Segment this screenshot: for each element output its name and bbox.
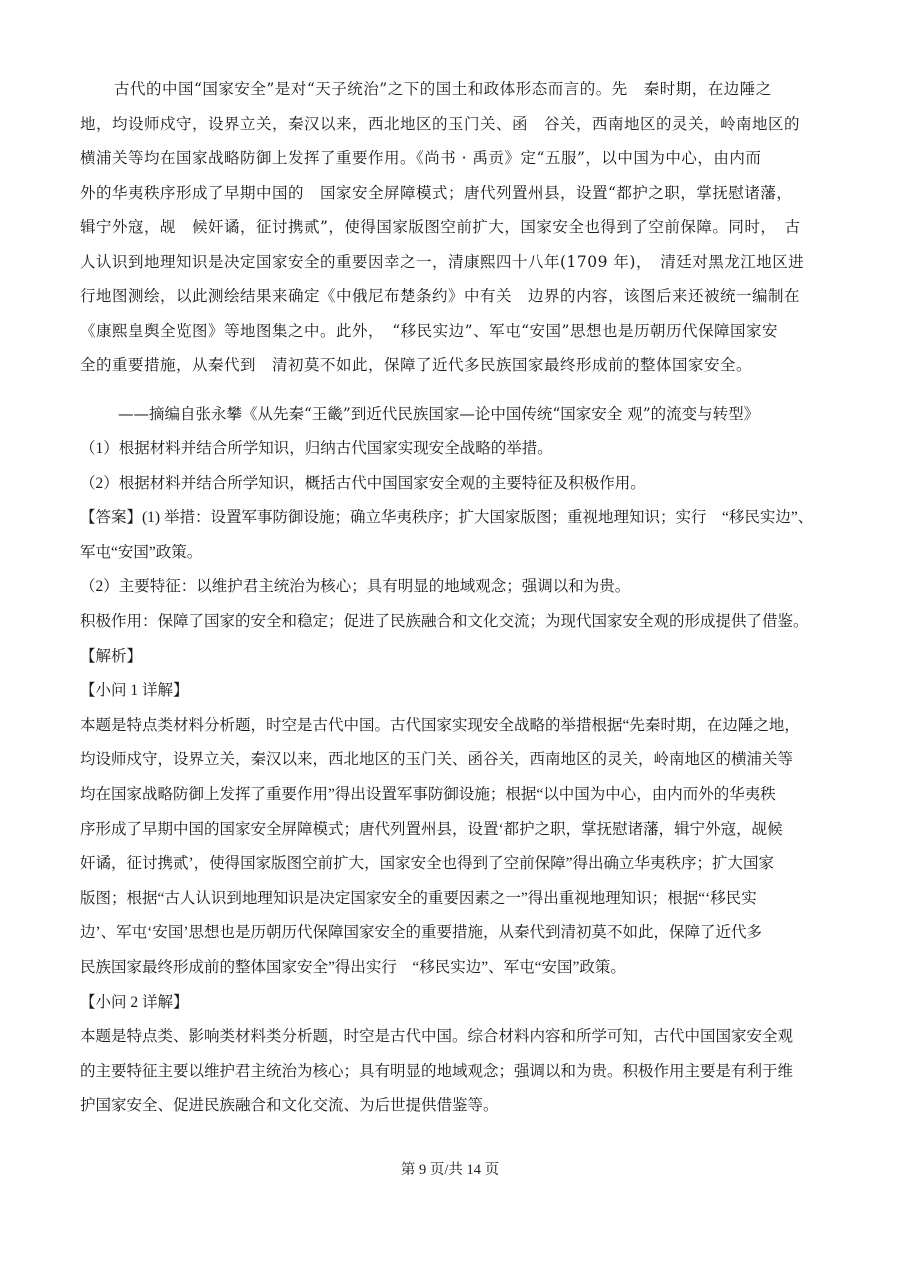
- question-1: （1）根据材料并结合所学知识，归纳古代国家实现安全战略的举措。: [80, 440, 553, 457]
- questions-and-answers: [80, 432, 825, 1124]
- material-line: 《康熙皇舆全览图》等地图集之中。此外， “移民实边”、军屯“安国”思想也是历朝历代保障国家安: [80, 321, 778, 340]
- material-line: 横浦关等均在国家战略防御上发挥了重要作用。《尚书 · 禹贡》定“五服”，以中国为中心，由内而: [80, 149, 762, 167]
- question-2: （2）根据材料并结合所学知识，概括古代中国国家安全观的主要特征及积极作用。: [80, 474, 646, 492]
- subquestion-2-heading: 【小问 2 详解】: [80, 993, 189, 1011]
- answer-line: 积极作用：保障了国家的安全和稳定；促进了民族融合和文化交流；为现代国家安全观的形成提供了借鉴。: [80, 612, 809, 630]
- analysis-line: 本题是特点类、影响类材料类分析题，时空是古代中国。综合材料内容和所学可知，古代中国国家安全观: [80, 1028, 794, 1046]
- analysis-line: 民族国家最终形成前的整体国家安全”得出实行 “移民实边”、军屯“安国”政策。: [80, 958, 626, 976]
- analysis-line: 均在国家战略防御上发挥了重要作用”得出设置军事防御设施；根据“以中国为中心，由内而外的华夷秩: [80, 785, 776, 803]
- analysis-heading: 【解析】: [80, 647, 143, 665]
- material-line: 辑宁外寇，觇 候奸谲，征讨携贰”，使得国家版图空前扩大，国家安全也得到了空前保障。同时， 古: [80, 218, 801, 236]
- material-line: 全的重要措施，从秦代到 清初莫不如此，保障了近代多民族国家最终形成前的整体国家安全。: [80, 356, 753, 374]
- material-line: 古代的中国“国家安全”是对“天子统治”之下的国土和政体形态而言的。先 秦时期，在边陲之: [114, 80, 772, 98]
- page-number: 第 9 页/共 14 页: [400, 1162, 500, 1178]
- analysis-line: 版图；根据“古人认识到地理知识是决定国家安全的重要因素之一”得出重视地理知识；根据“‘移民实: [80, 889, 757, 907]
- analysis-line: 的主要特征主要以维护君主统治为核心；具有明显的地域观念；强调以和为贵。积极作用主要是有利于维: [80, 1062, 794, 1080]
- material-line: 地，均设师戍守，设界立关，秦汉以来，西北地区的玉门关、函 谷关，西南地区的灵关，岭南地区的: [80, 114, 801, 133]
- analysis-line: 奸谲，征讨携贰’，使得国家版图空前扩大，国家安全也得到了空前保障”得出确立华夷秩序；扩大国家: [80, 855, 775, 873]
- analysis-line: 本题是特点类材料分析题，时空是古代中国。古代国家实现安全战略的举措根据“先秦时期，在边陲之地，: [80, 716, 800, 734]
- analysis-line: 序形成了早期中国的国家安全屏障模式；唐代列置州县，设置‘都护之职，掌抚慰诸藩，辑宁外寇，觇候: [80, 820, 783, 838]
- analysis-line: 护国家安全、促进民族融合和文化交流、为后世提供借鉴等。: [80, 1097, 499, 1115]
- material-line: 人认识到地理知识是决定国家安全的重要因幸之一，清康熙四十八年(1709 年)， 清廷对黑龙江地区进: [80, 252, 805, 271]
- answer-line: 【答案】(1) 举措：设置军事防御设施；确立华夷秩序；扩大国家版图；重视地理知识；实行 “移民实边”、: [80, 509, 814, 527]
- material-line: 外的华夷秩序形成了早期中国的 国家安全屏障模式；唐代列置州县，设置“都护之职，掌抚慰诸藩，: [80, 183, 793, 202]
- answer-line: 军屯“安国”政策。: [80, 543, 203, 561]
- material-line: 行地图测绘，以此测绘结果来确定《中俄尼布楚条约》中有关 边界的内容，该图后来还被统一编制在: [80, 287, 801, 305]
- material-passage: [80, 72, 825, 383]
- analysis-line: 边’、军屯‘安国’思想也是历朝历代保障国家安全的重要措施，从秦代到清初莫不如此，保障了近代多: [80, 924, 762, 942]
- material-source: ——摘编自张永攀《从先秦“王畿”到近代民族国家—论中国传统“国家安全 观”的流变与转型》: [118, 405, 760, 423]
- answer-line: （2）主要特征：以维护君主统治为核心；具有明显的地域观念；强调以和为贵。: [80, 578, 631, 596]
- subquestion-1-heading: 【小问 1 详解】: [80, 682, 189, 700]
- analysis-line: 均设师戍守，设界立关，秦汉以来，西北地区的玉门关、函谷关，西南地区的灵关，岭南地区的横浦关等: [80, 751, 794, 769]
